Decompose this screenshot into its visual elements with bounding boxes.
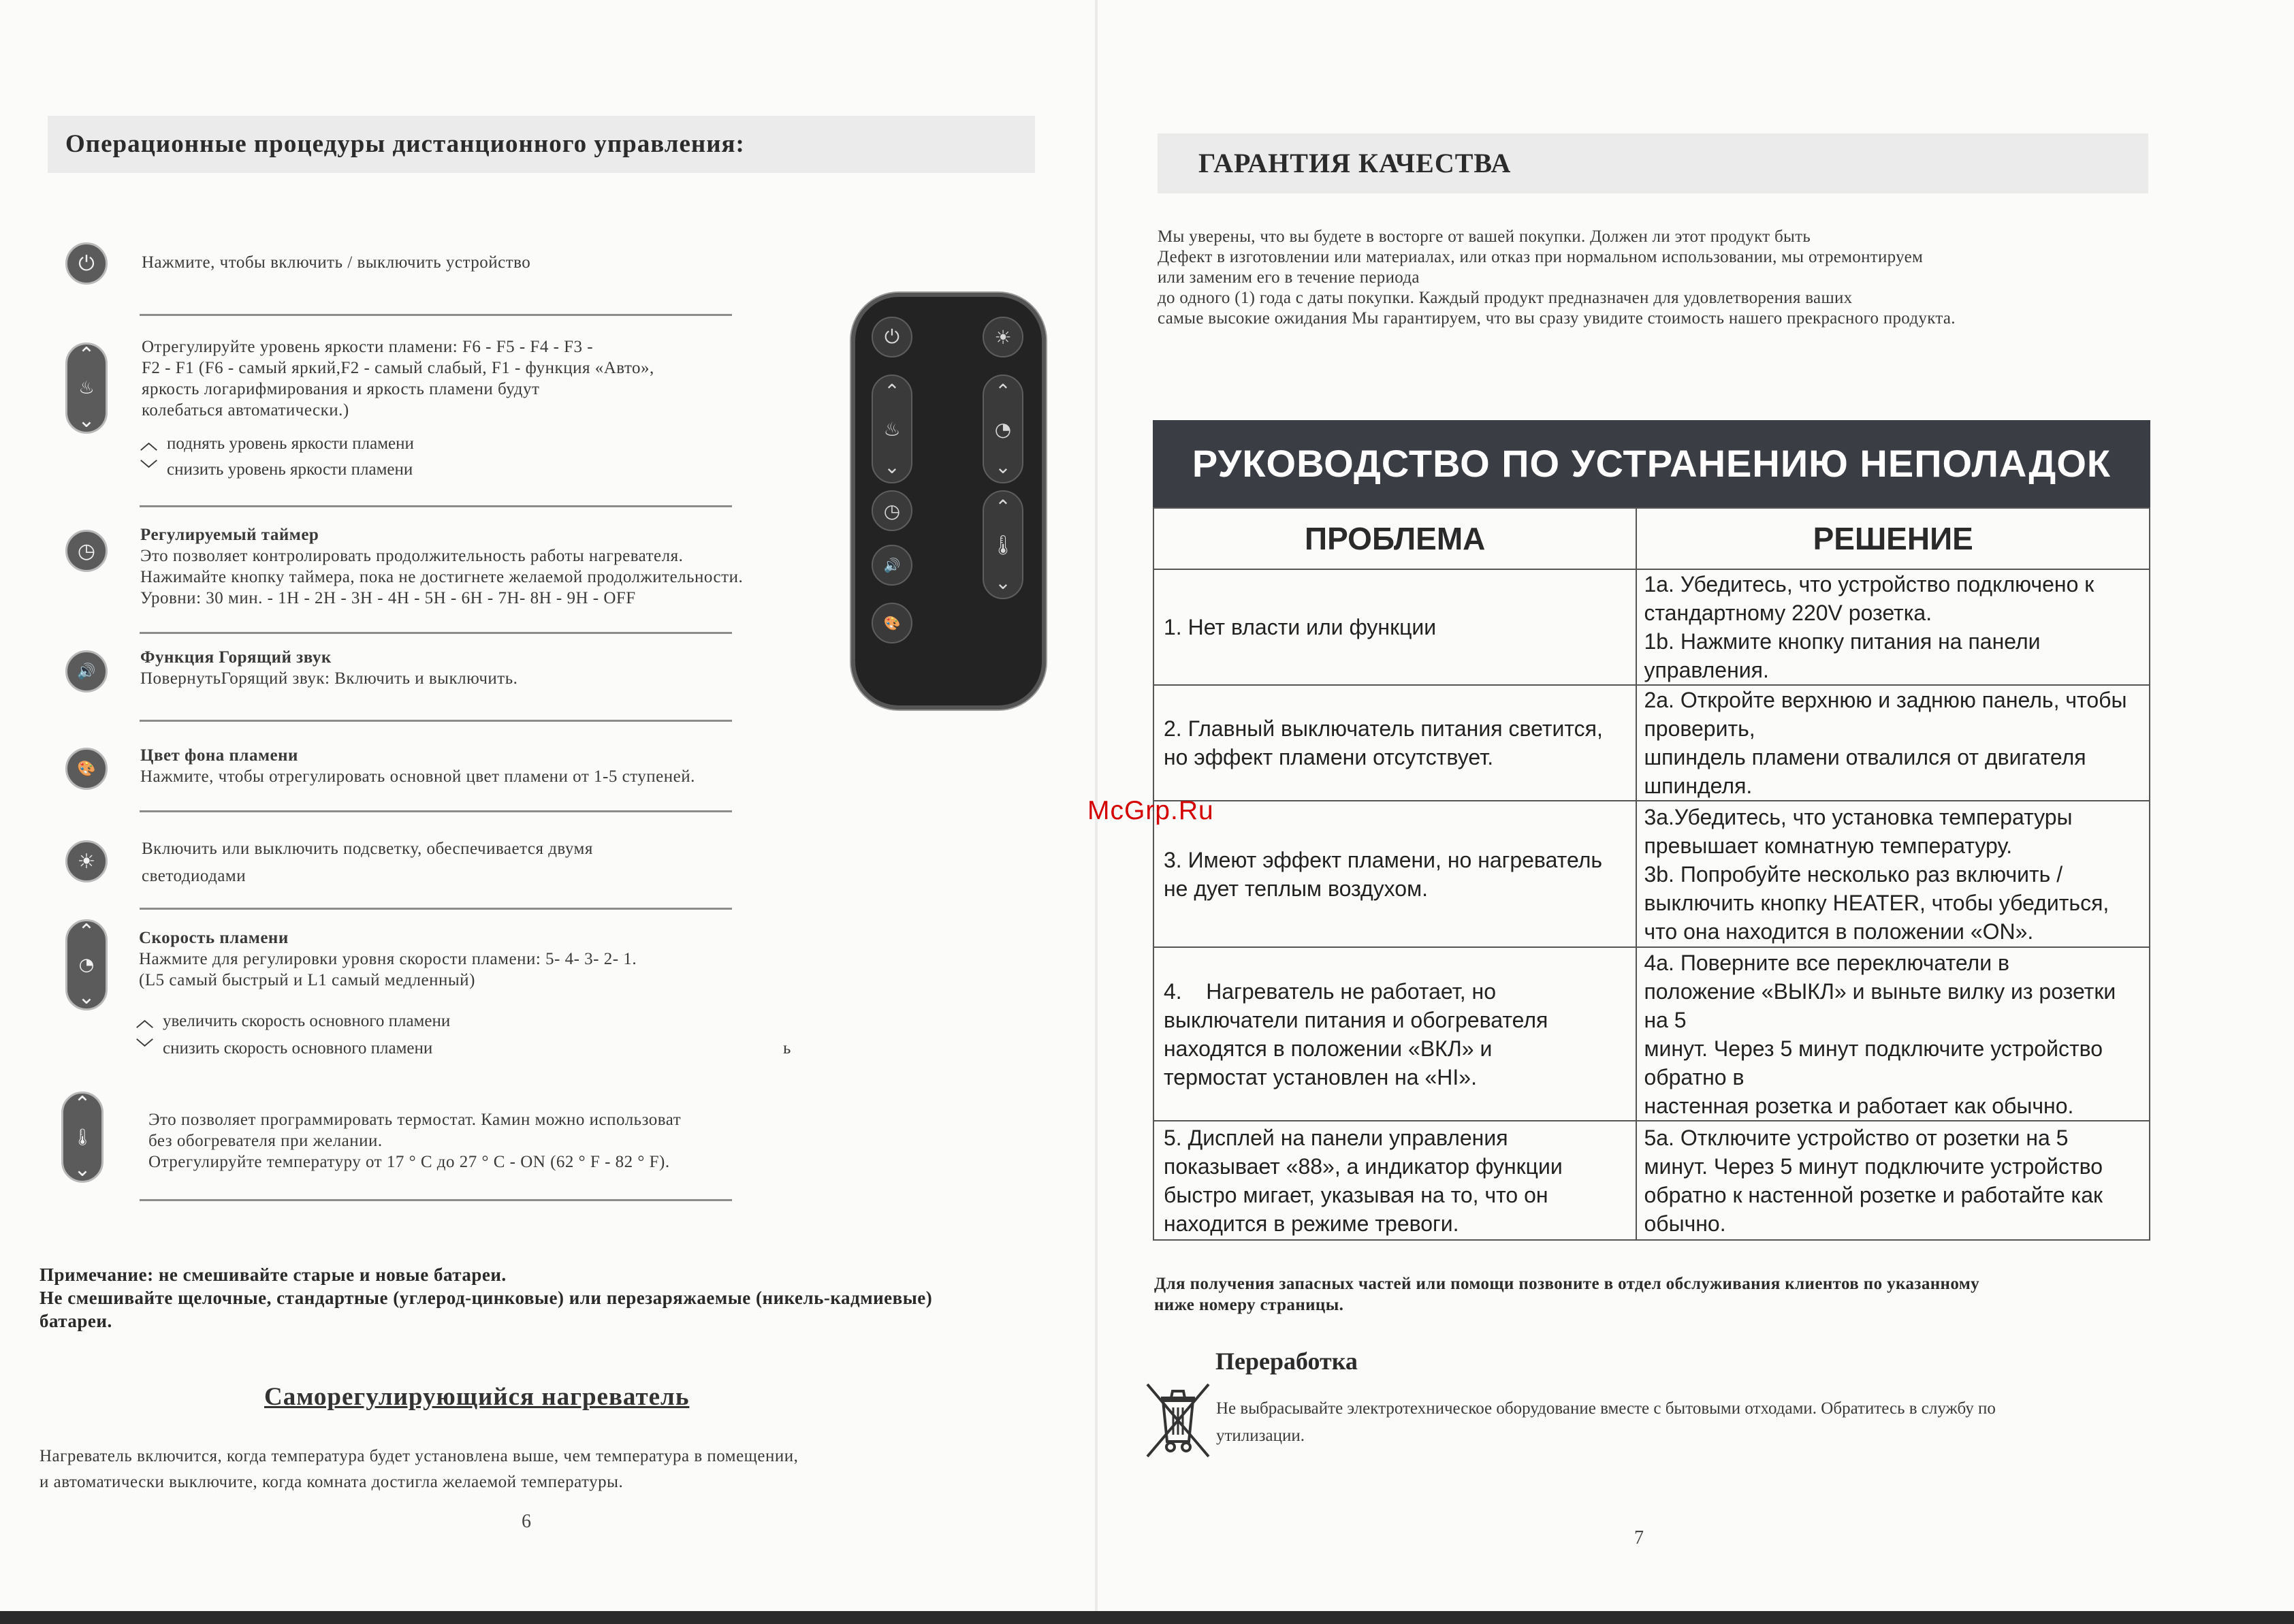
solution-cell: 4a. Поверните все переключатели в положение «ВЫКЛ» и выньте вилку из розетки на 5 минут. Через 5 минут подключите устройство обратно в настенная розетка и работает как обычно. <box>1636 947 2150 1121</box>
divider <box>140 314 732 316</box>
backlight-desc: Включить или выключить подсветку, обеспечивается двумя светодиодами <box>142 840 593 885</box>
speed-up-note: ︿ увеличить скорость основного пламени <box>136 1010 451 1030</box>
solution-cell: 5a. Отключите устройство от розетки на 5 минут. Через 5 минут подключите устройство обратно к настенной розетке и работайте как обычно. <box>1636 1121 2150 1240</box>
column-header-solution: РЕШЕНИЕ <box>1636 508 2150 569</box>
solution-cell: 2a. Откройте верхнюю и заднюю панель, чтобы проверить, шпиндель пламени отвалился от двигателя шпинделя. <box>1636 685 2150 801</box>
table-row <box>1153 801 2150 947</box>
remote-control-image <box>851 293 1046 710</box>
flame-color-desc: Цвет фона пламени Нажмите, чтобы отрегулировать основной цвет пламени от 1-5 ступеней. <box>140 746 695 786</box>
table-row <box>1153 685 2150 801</box>
spare-parts-note: Для получения запасных частей или помощи позвоните в отдел обслуживания клиентов по указанному ниже номеру страницы. <box>1154 1275 1980 1314</box>
recycling-title: Переработка <box>1215 1348 1358 1375</box>
remote-flame-icon: ⌃ ♨ ⌄ <box>872 375 912 483</box>
table-header-row <box>1153 508 2150 569</box>
power-desc: Нажмите, чтобы включить / выключить устройство <box>142 253 531 272</box>
column-header-problem: ПРОБЛЕМА <box>1153 508 1636 569</box>
operations-header: Операционные процедуры дистанционного управления: <box>48 116 1035 173</box>
flame-speed-desc: Скорость пламени Нажмите для регулировки уровня скорости пламени: 5- 4- 3- 2- 1. (L5 самый быстрый и L1 самый медленный) <box>139 929 637 989</box>
remote-speed-icon: ⌃ ◔ ⌄ <box>983 375 1023 483</box>
problem-cell: 3. Имеют эффект пламени, но нагреватель не дует теплым воздухом. <box>1153 801 1636 947</box>
table-row <box>1153 569 2150 685</box>
guarantee-text: Мы уверены, что вы будете в восторге от вашей покупки. Должен ли этот продукт быть Дефект в изготовлении или материалах, или отказ при нормальном использовании, мы отремонтируем или заменим его в течение периода до одного (1) года с даты покупки. Каждый продукт предназначен для удовлетворения ваших самые высокие ожидания Мы гарантируем, что вы сразу увидите стоимость нашего прекрасного продукта. <box>1158 227 1956 328</box>
speed-gauge-icon: ⌃ ◔ ⌄ <box>65 919 108 1010</box>
solution-cell: 1a. Убедитесь, что устройство подключено к стандартному 220V розетка. 1b. Нажмите кнопку питания на панели управления. <box>1636 569 2150 685</box>
scan-edge <box>0 1611 2294 1624</box>
guarantee-header: ГАРАНТИЯ КАЧЕСТВА <box>1158 133 2148 193</box>
chevron-up-icon: ︿ <box>136 1010 154 1030</box>
left-page <box>0 0 1096 1624</box>
thermometer-icon: ⌃ 🌡 ⌄ <box>61 1092 103 1183</box>
watermark: McGrp.Ru <box>1087 796 1214 825</box>
remote-timer-icon: ◷ <box>872 490 912 531</box>
brightness-down-note: ﹀ снизить уровень яркости пламени <box>140 459 413 479</box>
power-icon: ⏻ <box>65 242 108 285</box>
chevron-down-icon: ﹀ <box>140 459 158 479</box>
remote-sound-icon: 🔊 <box>872 545 912 586</box>
battery-note: Примечание: не смешивайте старые и новые батареи. Не смешивайте щелочные, стандартные (углерод-цинковые) или перезаряжаемые (никель-кадмиевые) батареи. <box>39 1264 933 1331</box>
thermostat-desc: Это позволяет программировать термостат. Камин можно использоват без обогревателя при желании. Отрегулируйте температуру от 17 ° C до 27 ° C - ON (62 ° F - 82 ° F). <box>148 1111 682 1171</box>
timer-icon: ◷ <box>65 530 108 572</box>
solution-cell: 3a.Убедитесь, что установка температуры превышает комнатную температуру. 3b. Попробуйте несколько раз включить / выключить кнопку HEATER, чтобы убедиться, что она находится в положении «ON». <box>1636 801 2150 947</box>
remote-power-icon: ⏻ <box>872 317 912 357</box>
chevron-down-icon: ﹀ <box>136 1038 154 1057</box>
sound-icon: 🔊 <box>65 650 108 692</box>
table-row <box>1153 947 2150 1121</box>
divider <box>140 505 732 507</box>
divider <box>140 810 732 812</box>
divider <box>140 720 732 722</box>
flame-brightness-icon: ⌃ ♨ ⌄ <box>65 343 108 434</box>
page-number: 7 <box>1634 1527 1644 1548</box>
crossed-bin-icon <box>1141 1379 1215 1461</box>
problem-cell: 1. Нет власти или функции <box>1153 569 1636 685</box>
divider <box>140 1199 732 1201</box>
palette-icon: 🎨 <box>65 748 108 790</box>
chevron-up-icon: ︿ <box>140 433 158 453</box>
problem-cell: 2. Главный выключатель питания светится, но эффект пламени отсутствует. <box>1153 685 1636 801</box>
remote-palette-icon: 🎨 <box>872 603 912 643</box>
problem-cell: 4. Нагреватель не работает, но выключатели питания и обогревателя находятся в положении «ВКЛ» и термостат установлен на «HI». <box>1153 947 1636 1121</box>
problem-cell: 5. Дисплей на панели управления показывает «88», а индикатор функции быстро мигает, указывая на то, что он находится в режиме тревоги. <box>1153 1121 1636 1240</box>
troubleshooting-title: РУКОВОДСТВО ПО УСТРАНЕНИЮ НЕПОЛАДОК <box>1153 420 2150 507</box>
divider <box>140 632 732 634</box>
heater-title: Саморегулирующийся нагреватель <box>264 1383 690 1411</box>
timer-desc: Регулируемый таймер Это позволяет контролировать продолжительность работы нагревателя. Нажимайте кнопку таймера, пока не достигнете желаемой продолжительности. Уровни: 30 мин. - 1H - 2H - 3H - 4H - 5H - 6H - 7H- 8H - 9H - OFF <box>140 526 744 607</box>
remote-light-icon: ☀ <box>983 317 1023 357</box>
brightness-up-note: ︿ поднять уровень яркости пламени <box>140 433 414 453</box>
speed-down-note: ﹀ снизить скорость основного пламени <box>136 1038 433 1057</box>
divider <box>140 908 732 910</box>
remote-thermometer-icon: ⌃ 🌡 ⌄ <box>983 490 1023 599</box>
light-icon: ☀ <box>65 840 108 882</box>
brightness-desc: Отрегулируйте уровень яркости пламени: F6 - F5 - F4 - F3 - F2 - F1 (F6 - самый яркий,F2 - самый слабый, F1 - функция «Авто», яркость логарифмирования и яркость пламени будут колебаться автоматически.) <box>142 338 654 419</box>
sound-desc: Функция Горящий звук ПовернутьГорящий звук: Включить и выключить. <box>140 648 518 688</box>
troubleshooting-table <box>1153 507 2150 1241</box>
recycling-text: Не выбрасывайте электротехническое оборудование вместе с бытовыми отходами. Обратитесь в службу по утилизации. <box>1216 1399 1996 1445</box>
stray-mark: ь <box>783 1039 791 1057</box>
page-number: 6 <box>522 1511 531 1532</box>
heater-text: Нагреватель включится, когда температура будет установлена выше, чем температура в помещении, и автоматически выключите, когда комната достигла желаемой температуры. <box>39 1447 799 1491</box>
table-row <box>1153 1121 2150 1240</box>
